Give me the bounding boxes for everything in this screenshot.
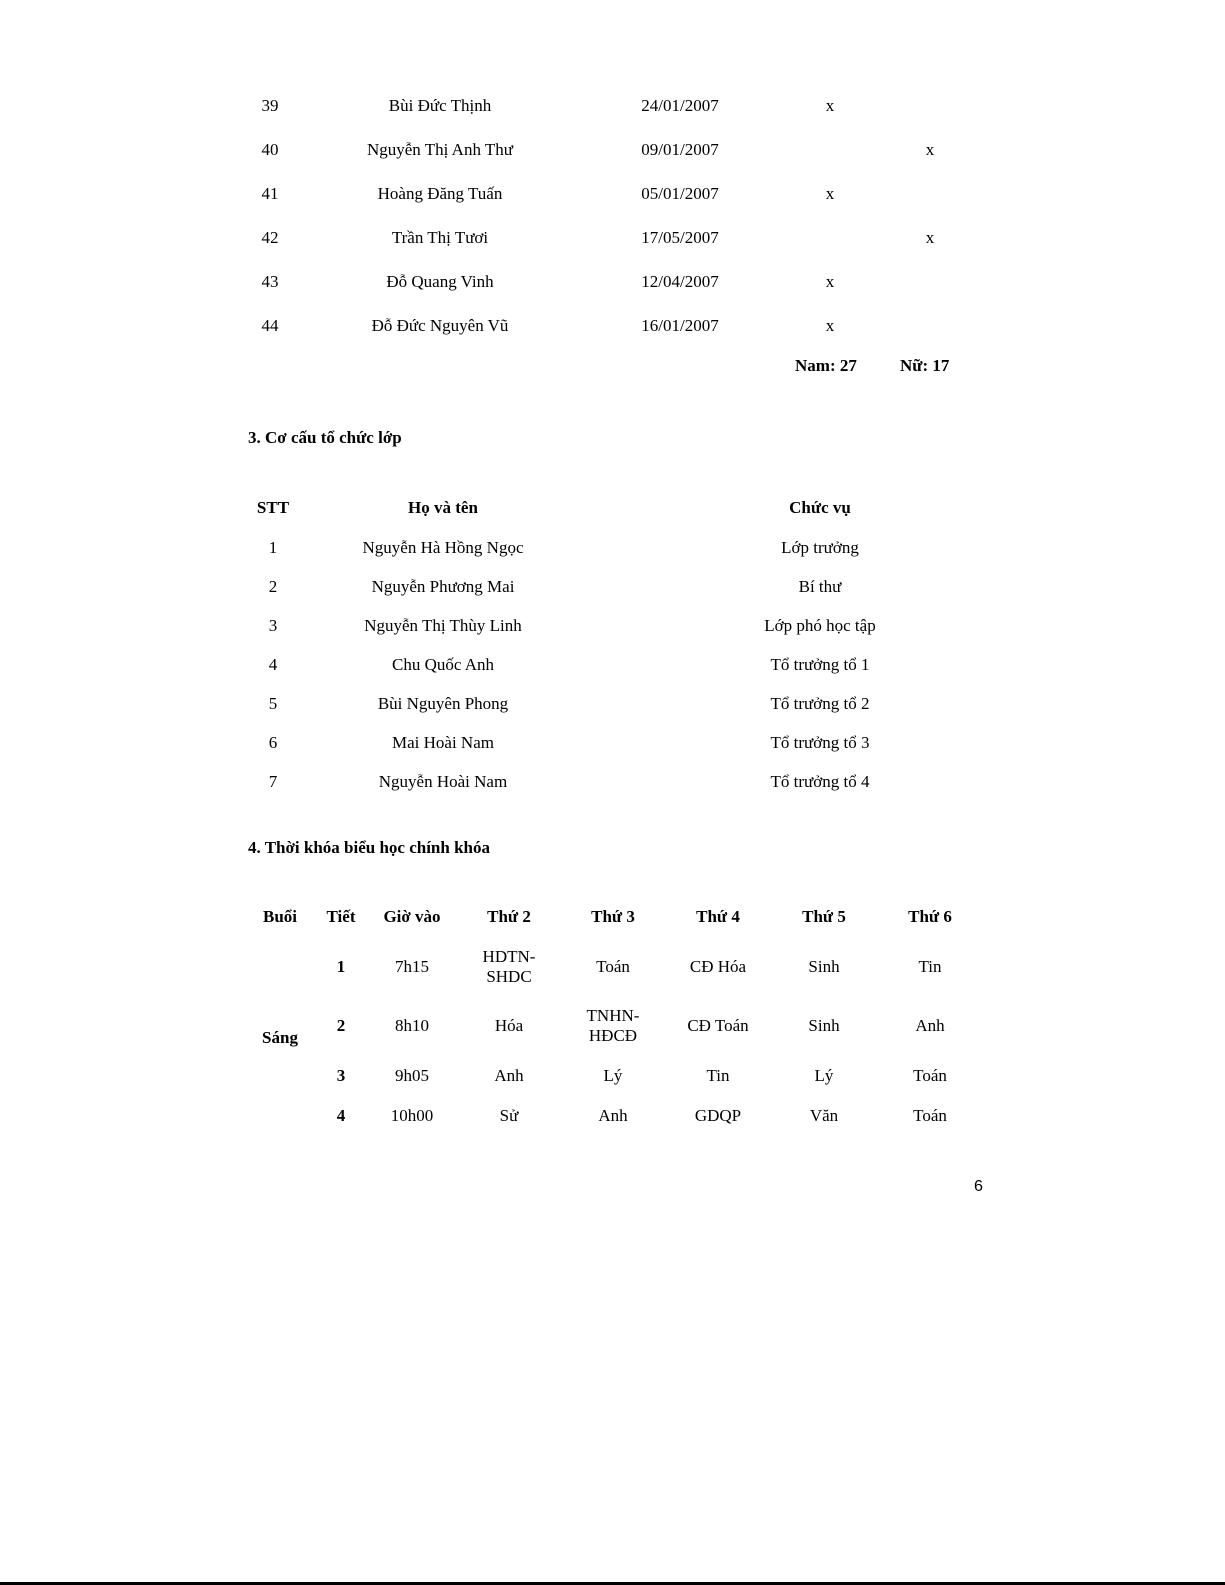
- subject-cell: Tin: [918, 957, 942, 976]
- student-number: 39: [261, 96, 279, 115]
- table-row: [240, 260, 980, 304]
- student-name: Đỗ Đức Nguyên Vũ: [371, 316, 509, 335]
- subject-cell: Sinh: [808, 1016, 840, 1035]
- org-role: Lớp trưởng: [781, 537, 859, 557]
- header-tuesday: Thứ 3: [591, 907, 635, 926]
- student-dob: 24/01/2007: [641, 96, 719, 115]
- period-number: 2: [336, 1016, 346, 1035]
- subject-cell: TNHN- HĐCĐ: [586, 1006, 640, 1045]
- org-stt: 3: [268, 615, 278, 635]
- subject-cell: Lý: [814, 1066, 834, 1085]
- org-role: Lớp phó học tập: [764, 615, 876, 635]
- table-row: [245, 939, 983, 995]
- timetable: [245, 895, 983, 1137]
- org-stt: 6: [268, 732, 278, 752]
- org-stt: 4: [268, 654, 278, 674]
- start-time: 7h15: [395, 957, 429, 976]
- org-name: Nguyễn Phương Mai: [371, 576, 515, 596]
- student-dob: 05/01/2007: [641, 184, 719, 203]
- org-name: Nguyễn Hoài Nam: [378, 771, 508, 791]
- table-row: [240, 304, 980, 348]
- male-mark: [780, 216, 880, 260]
- header-start-time: Giờ vào: [383, 907, 441, 926]
- subject-cell: Tin: [706, 1066, 730, 1085]
- student-name: Bùi Đức Thịnh: [388, 96, 492, 115]
- male-mark: x: [825, 272, 835, 291]
- student-name: Hoàng Đăng Tuấn: [377, 184, 503, 203]
- student-number: 41: [261, 184, 279, 203]
- org-role: Tổ trưởng tổ 4: [770, 771, 870, 791]
- subject-cell: CĐ Hóa: [689, 957, 747, 976]
- org-role: Tổ trưởng tổ 2: [770, 693, 870, 713]
- header-period: Tiết: [326, 907, 356, 926]
- table-row: [240, 216, 980, 260]
- subject-cell: HDTN- SHDC: [482, 947, 536, 986]
- female-mark: [880, 84, 980, 128]
- female-mark: [880, 172, 980, 216]
- org-name: Mai Hoài Nam: [392, 732, 494, 752]
- subject-cell: Sử: [499, 1106, 519, 1125]
- female-mark: [880, 260, 980, 304]
- org-stt: 2: [268, 576, 278, 596]
- subject-cell: CĐ Toán: [687, 1016, 749, 1035]
- student-dob: 16/01/2007: [641, 316, 719, 335]
- header-monday: Thứ 2: [487, 907, 531, 926]
- org-name: Chu Quốc Anh: [392, 654, 494, 674]
- table-row: [240, 128, 980, 172]
- org-stt: 1: [268, 537, 278, 557]
- session-label: Sáng: [262, 1028, 298, 1047]
- header-thursday: Thứ 5: [802, 907, 846, 926]
- subject-cell: Lý: [603, 1066, 623, 1085]
- table-row: [240, 606, 1020, 645]
- subject-cell: Anh: [494, 1066, 524, 1085]
- section-4-title: 4. Thời khóa biểu học chính khóa: [248, 838, 491, 857]
- student-name: Đỗ Quang Vinh: [386, 272, 494, 291]
- table-row: [240, 684, 1020, 723]
- period-number: 4: [336, 1106, 346, 1125]
- table-row: [240, 723, 1020, 762]
- class-organization-table: [240, 488, 1020, 801]
- org-name: Nguyễn Hà Hồng Ngọc: [362, 537, 524, 557]
- page-number: 6: [974, 1178, 983, 1195]
- student-name: Nguyễn Thị Anh Thư: [366, 140, 513, 159]
- table-row: [240, 645, 1020, 684]
- male-mark: x: [825, 96, 835, 115]
- female-mark: x: [925, 228, 935, 247]
- female-total: Nữ: 17: [900, 356, 950, 375]
- table-header-row: [240, 488, 1020, 528]
- org-stt: 7: [268, 771, 278, 791]
- table-row: [245, 995, 983, 1057]
- section-3-title: 3. Cơ cấu tổ chức lớp: [248, 428, 402, 447]
- subject-cell: Toán: [913, 1106, 947, 1125]
- subject-cell: GDQP: [694, 1106, 742, 1125]
- female-mark: [880, 304, 980, 348]
- header-wednesday: Thứ 4: [696, 907, 740, 926]
- start-time: 8h10: [395, 1016, 429, 1035]
- table-row: [245, 1057, 983, 1095]
- female-mark: x: [925, 140, 935, 159]
- table-row: [240, 84, 980, 128]
- table-row: [240, 172, 980, 216]
- male-mark: x: [825, 316, 835, 335]
- org-name: Nguyễn Thị Thùy Linh: [364, 615, 522, 635]
- subject-cell: Sinh: [808, 957, 840, 976]
- student-number: 40: [261, 140, 279, 159]
- header-stt: STT: [256, 498, 290, 517]
- period-number: 3: [336, 1066, 346, 1085]
- male-mark: [780, 128, 880, 172]
- subject-cell: Hóa: [494, 1016, 524, 1035]
- student-number: 43: [261, 272, 279, 291]
- table-row: [245, 1095, 983, 1137]
- period-number: 1: [336, 957, 346, 976]
- student-dob: 17/05/2007: [641, 228, 719, 247]
- student-number: 42: [261, 228, 279, 247]
- subject-cell: Toán: [913, 1066, 947, 1085]
- start-time: 9h05: [395, 1066, 429, 1085]
- subject-cell: Toán: [596, 957, 630, 976]
- subject-cell: Văn: [809, 1106, 839, 1125]
- table-row: [240, 528, 1020, 567]
- header-name: Họ và tên: [408, 498, 478, 517]
- table-header-row: [245, 895, 983, 939]
- subject-cell: Anh: [598, 1106, 628, 1125]
- male-total: Nam: 27: [795, 356, 857, 375]
- student-list-table: [240, 84, 980, 348]
- header-friday: Thứ 6: [908, 907, 952, 926]
- org-stt: 5: [268, 693, 278, 713]
- org-role: Tổ trưởng tổ 1: [770, 654, 870, 674]
- subject-cell: Anh: [915, 1016, 945, 1035]
- student-dob: 09/01/2007: [641, 140, 719, 159]
- table-row: [240, 762, 1020, 801]
- start-time: 10h00: [390, 1106, 434, 1125]
- org-role: Tổ trưởng tổ 3: [770, 732, 870, 752]
- table-row: [240, 567, 1020, 606]
- org-role: Bí thư: [798, 576, 842, 596]
- student-dob: 12/04/2007: [641, 272, 719, 291]
- header-role: Chức vụ: [789, 498, 851, 517]
- header-session: Buổi: [262, 907, 298, 926]
- student-name: Trần Thị Tươi: [391, 228, 489, 247]
- org-name: Bùi Nguyên Phong: [377, 693, 509, 713]
- male-mark: x: [825, 184, 835, 203]
- student-number: 44: [261, 316, 279, 335]
